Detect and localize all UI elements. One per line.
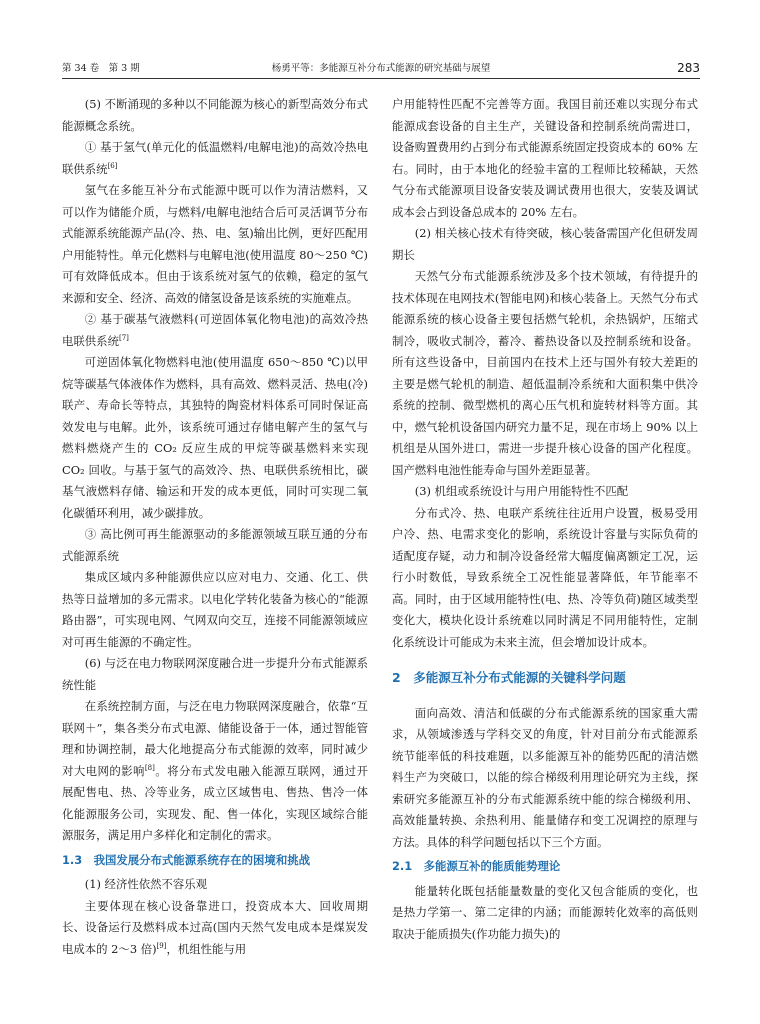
citation-ref[interactable]: [6]	[107, 161, 118, 170]
text: 1.3 我国发展分布式能源系统存在的困境和挑战	[62, 852, 310, 867]
text: 能量转化既包括能量数量的变化又包含能质的变化，也是热力学第一、第二定律的内涵；而能源转化效率的高低则取决于能质损失(作功能力损失)的	[392, 883, 698, 941]
paragraph	[392, 503, 698, 654]
paragraph	[62, 653, 368, 696]
text: 主要体现在核心设备靠进口，投资成本大、回收周期长、设备运行及燃料成本过高(国内天然气发电成本是煤炭发电成本的 2～3 倍)	[62, 898, 368, 956]
paragraph	[62, 180, 368, 309]
text: 可逆固体氧化物燃料电池(使用温度 650～850 ℃)以甲烷等碳基气体液体作为燃料，具有高效、燃料灵活、热电(冷)联产、寿命长等特点，其独特的陶瓷材料体系可同时保证高效发电与电解。此外，该系统可通过存储电解产生的氢气与燃料燃烧产生的 CO₂ 反应生成的甲烷等碳基燃料来实现 CO₂ 回收。与基于氢气的高效冷、热、电联供系统相比，碳基气液燃料存储、输运和开发的成本更低，同时可实现二氧化碳循环利用，减少碳排放。	[62, 355, 368, 520]
paragraph	[62, 352, 368, 524]
text: 天然气分布式能源系统涉及多个技术领域，有待提升的技术体现在电网技术(智能电网)和核心装备上。天然气分布式能源系统的核心设备主要包括燃气轮机，余热锅炉，压缩式制冷，吸收式制冷，蓄冷、蓄热设备以及控制系统和设备。所有这些设备中，目前国内在技术上还与国外有较大差距的主要是燃气轮机的制造、超低温制冷系统和大面积集中供冷系统的控制、微型燃机的离心压气机和旋转材料等方面。其中，燃气轮机设备国内研究力量不足，现在市场上 90% 以上机组是从国外进口，需进一步提升核心设备的国产化程度。国产燃料电池性能寿命与国外差距显著。	[392, 269, 698, 477]
section-heading	[392, 667, 698, 689]
text: 户用能特性匹配不完善等方面。我国目前还难以实现分布式能源成套设备的自主生产，关键设备和控制系统尚需进口，设备购置费用约占到分布式能源系统固定投资成本的 60% 左右。同时，由于本地化的经验丰富的工程师比较稀缺，天然气分布式能源项目设备安装及调试费用也很大，安装及调试成本会占到设备总成本的 20% 左右。	[392, 97, 698, 219]
paragraph	[392, 94, 698, 223]
text: ，机组性能与用	[166, 941, 247, 956]
citation-ref[interactable]: [8]	[144, 763, 155, 772]
journal-volume: 第 34 卷 第 3 期	[62, 63, 140, 74]
text: ③ 高比例可再生能源驱动的多能源领域互联互通的分布式能源系统	[62, 527, 368, 563]
citation-ref[interactable]: [9]	[156, 941, 167, 950]
text: (2) 相关核心技术有待突破，核心装备需国产化但研发周期长	[392, 226, 698, 262]
paragraph	[62, 896, 368, 961]
paragraph	[62, 567, 368, 653]
text: (1) 经济性依然不容乐观	[84, 877, 208, 891]
paragraph	[62, 94, 368, 137]
subsection-heading	[392, 856, 698, 878]
text: 面向高效、清洁和低碳的分布式能源系统的国家重大需求，从领域渗透与学科交叉的角度，针对目前分布式能源系统节能率低的科技难题，以多能源互补的能势匹配的清洁燃料生产为突破口，以能的综合梯级利用理论研究为主线，探索研究多能源互补的分布式能源系统中能的综合梯级利用、高效能量转换、余热利用、能量储存和变工况调控的原理与方法。具体的科学问题包括以下三个方面。	[392, 705, 698, 849]
subsection-heading	[62, 850, 368, 872]
text: 。将分布式发电融入能源互联网，通过开展配售电、热、冷等业务，成立区域售电、售热、售冷一体化能源服务公司，实现发、配、售一体化，实现区域综合能源服务，满足用户多样化和定制化的需求。	[62, 763, 368, 842]
text: (6) 与泛在电力物联网深度融合进一步提升分布式能源系统性能	[62, 656, 368, 692]
running-title: 杨勇平等：多能源互补分布式能源的研究基础与展望	[271, 63, 491, 74]
text: 在系统控制方面，与泛在电力物联网深度融合，依靠“互联网＋”，集各类分布式电源、储能设备于一体，通过智能管理和协调控制，最大化地提高分布式能源的效率，同时减少对大电网的影响	[62, 699, 368, 778]
text: 2 多能源互补分布式能源的关键科学问题	[392, 670, 626, 685]
text: 分布式冷、热、电联产系统往往近用户设置，极易受用户冷、热、电需求变化的影响，系统设计容量与实际负荷的适配度存疑，动力和制冷设备经常大幅度偏离额定工况，运行小时数低，导致系统全工况性能显著降低，年节能率不高。同时，由于区域用能特性(电、热、冷等负荷)随区域类型变化大，模块化设计系统难以同时满足不同用能特性，定制化系统设计可能成为未来主流，但会增加设计成本。	[392, 505, 698, 649]
paragraph	[62, 524, 368, 567]
paragraph	[62, 696, 368, 847]
paragraph	[392, 881, 698, 946]
text: ② 基于碳基气液燃料(可逆固体氧化物电池)的高效冷热电联供系统	[62, 312, 368, 348]
paragraph	[62, 874, 368, 896]
text: 集成区域内多种能源供应以应对电力、交通、化工、供热等日益增加的多元需求。以电化学转化装备为核心的“能源路由器”，可实现电网、气网双向交互，连接不同能源领域应对可再生能源的不确定性。	[62, 570, 368, 649]
paragraph	[392, 266, 698, 481]
paragraph	[62, 309, 368, 352]
text: 氢气在多能互补分布式能源中既可以作为清洁燃料，又可以作为储能介质，与燃料/电解电池结合后可灵活调节分布式能源系统能源产品(冷、热、电、氢)输出比例，更好匹配用户用能特性。单元化燃料与电解电池(使用温度 80～250 ℃)可有效降低成本。但由于该系统对氢气的依赖，稳定的氢气来源和安全、经济、高效的储氢设备是该系统的实施难点。	[62, 183, 368, 305]
text: (5) 不断涌现的多种以不同能源为核心的新型高效分布式能源概念系统。	[62, 97, 368, 133]
paragraph	[392, 223, 698, 266]
citation-ref[interactable]: [7]	[118, 333, 129, 342]
text: (3) 机组或系统设计与用户用能特性不匹配	[414, 484, 629, 498]
right-column	[392, 94, 698, 945]
paragraph	[392, 481, 698, 503]
page-number: 283	[677, 61, 700, 75]
running-header	[62, 56, 700, 79]
paragraph	[62, 137, 368, 180]
paragraph	[392, 703, 698, 854]
text: ① 基于氢气(单元化的低温燃料/电解电池)的高效冷热电联供系统	[62, 140, 368, 176]
text: 2.1 多能源互补的能质能势理论	[392, 859, 561, 873]
left-column	[62, 94, 368, 960]
